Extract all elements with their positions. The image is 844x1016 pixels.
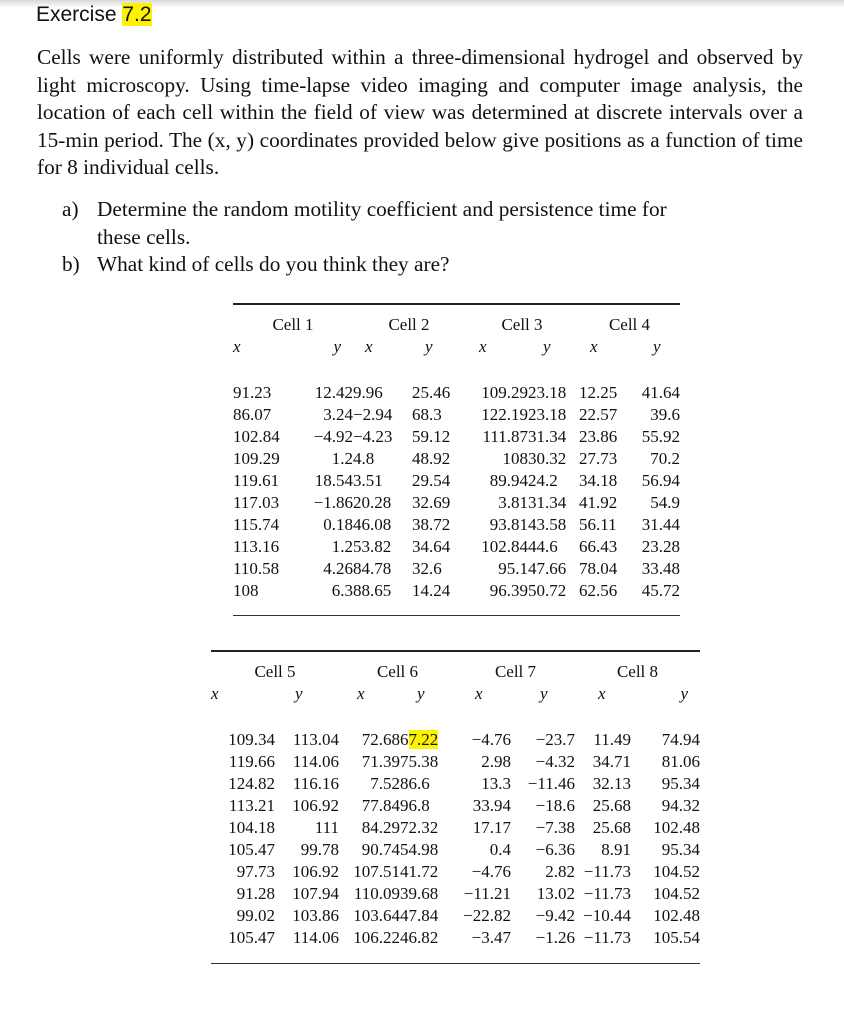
table1-group-header: Cell 3 <box>501 315 543 334</box>
table-cell: 47.66 <box>528 559 567 578</box>
table1-subheader-row <box>233 336 680 372</box>
table-cell: 105.54 <box>653 928 700 947</box>
table-cell: 107.51 <box>353 862 400 881</box>
table-cell: −4.76 <box>471 862 511 881</box>
table-cell: 46.08 <box>353 515 392 534</box>
table-cell: 111 <box>314 818 339 837</box>
table2-subheader-y: y <box>540 684 548 703</box>
table-cell: 50.72 <box>528 581 567 600</box>
table2-group-header: Cell 5 <box>254 662 296 681</box>
table-cell: 91.23 <box>233 383 272 402</box>
table-cell: 23.28 <box>641 537 680 556</box>
table-row <box>233 448 680 470</box>
highlighted-text[interactable]: 7.22 <box>408 730 439 749</box>
table-cell: 70.2 <box>650 449 680 468</box>
table1-subheader-x: x <box>365 337 373 356</box>
table-cell: −11.73 <box>583 928 631 947</box>
table-cell: 34.71 <box>592 752 631 771</box>
table-cell: 102.48 <box>653 818 700 837</box>
table-cell: 89.94 <box>489 471 528 490</box>
table-cell: 4.8 <box>353 449 375 468</box>
table-cell: 53.82 <box>353 537 392 556</box>
table-cell: −11.73 <box>583 884 631 903</box>
table1-subheader-x: x <box>590 337 598 356</box>
table-cell: 96.39 <box>489 581 528 600</box>
table-cell: −7.38 <box>535 818 575 837</box>
table-row <box>233 372 680 404</box>
table-cell: 91.28 <box>236 884 275 903</box>
table-cell: 68.3 <box>412 405 442 424</box>
table-cell: 2.82 <box>545 862 575 881</box>
table-row <box>233 404 680 426</box>
table-cell: 32.13 <box>592 774 631 793</box>
table-cell: 103.86 <box>292 906 339 925</box>
table1-subheader-y: y <box>653 337 661 356</box>
table-row <box>211 719 700 751</box>
table-cell: 95.34 <box>661 774 700 793</box>
table-cell: 97.73 <box>236 862 275 881</box>
table-cell: −2.94 <box>353 405 393 424</box>
table-cell: 31.44 <box>641 515 680 534</box>
table-cell: 22.57 <box>579 405 618 424</box>
table-cell: 114.06 <box>292 752 339 771</box>
table-cell: 75.38 <box>400 752 439 771</box>
table-cell: 104.52 <box>653 862 700 881</box>
table-cell: 56.94 <box>641 471 680 490</box>
table-cell: 81.06 <box>661 752 700 771</box>
table-cell: 1.2 <box>331 449 353 468</box>
table-cell: −1.26 <box>535 928 575 947</box>
table1-subheader-x: x <box>479 337 487 356</box>
table2-group-header-row <box>211 652 700 683</box>
table-cell: 27.73 <box>579 449 618 468</box>
table-cell: 114.06 <box>292 928 339 947</box>
question-b-label: b) <box>62 252 80 276</box>
table-cell: −6.36 <box>535 840 575 859</box>
intro-paragraph <box>37 44 803 182</box>
table-row <box>233 492 680 514</box>
table-cell: 48.92 <box>412 449 451 468</box>
table-cell: 45.72 <box>641 581 680 600</box>
table-cell: 47.84 <box>400 906 439 925</box>
exercise-title <box>36 3 152 27</box>
table-cell: −11.73 <box>583 862 631 881</box>
table-row <box>233 536 680 558</box>
table-cell: 94.32 <box>661 796 700 815</box>
table-cell: 113.21 <box>228 796 275 815</box>
table-cell: −4.92 <box>313 427 353 446</box>
table-cell: 111.87 <box>482 427 528 446</box>
table-cell: 25.46 <box>412 383 451 402</box>
question-a-text-line2: these cells. <box>97 224 191 249</box>
table-cell: 30.32 <box>528 449 567 468</box>
table-cell: 90.74 <box>361 840 400 859</box>
table-cell: 72.32 <box>400 818 439 837</box>
table-cell: 20.28 <box>353 493 392 512</box>
table1-subheader-x: x <box>233 337 241 356</box>
table-cell: 18.54 <box>314 471 353 490</box>
question-b-text: What kind of cells do you think they are? <box>97 252 450 276</box>
table-cell: 122.19 <box>481 405 528 424</box>
table-cell: 109.29 <box>481 383 528 402</box>
table-cell: −23.7 <box>535 730 575 749</box>
table-cell: 14.24 <box>412 581 451 600</box>
table-cell: −11.21 <box>463 884 511 903</box>
table-cell: 67.22 <box>400 730 439 749</box>
table-cell: −4.23 <box>353 427 393 446</box>
table-row <box>233 580 680 612</box>
table-cell: 13.02 <box>536 884 575 903</box>
table-cell: 124.82 <box>228 774 275 793</box>
table-cell: 66.43 <box>579 537 618 556</box>
table-cell: 38.72 <box>412 515 451 534</box>
exercise-number-highlight[interactable]: 7.2 <box>122 3 152 26</box>
table-cell: 24.2 <box>528 471 558 490</box>
table-cell: 117.03 <box>233 493 280 512</box>
question-a-label: a) <box>62 197 79 221</box>
table-cell: 54.98 <box>400 840 439 859</box>
table2-subheader-y: y <box>417 684 425 703</box>
table-cell: 29.54 <box>412 471 451 490</box>
table-cell: 23.18 <box>528 383 567 402</box>
table-cell: 3.81 <box>498 493 528 512</box>
table-cell: 102.48 <box>653 906 700 925</box>
table-cell: 41.92 <box>579 493 618 512</box>
table-cell: 9.96 <box>353 383 383 402</box>
table1-group-header: Cell 4 <box>608 315 651 334</box>
table-cell: 84.29 <box>361 818 400 837</box>
table-cell: 86.6 <box>400 774 430 793</box>
table-cell: 95.34 <box>661 840 700 859</box>
intro-body: Cells were uniformly distributed within a three-dimensional hydrogel and observed by light microscopy. Using time-lapse video imaging and computer image analysis, the location of each cell within the field of view was determined at discrete intervals over a 15-min period. The (x, y) coordinates provided <box>37 45 803 152</box>
table-cell: 6.3 <box>331 581 353 600</box>
table-cell: 54.9 <box>650 493 680 512</box>
table-cell: 108 <box>233 581 259 600</box>
table-cell: 56.11 <box>579 515 617 534</box>
table-cell: 32.69 <box>412 493 451 512</box>
table-cell: 39.68 <box>400 884 439 903</box>
table-cell: 110.09 <box>353 884 400 903</box>
table-cell: 105.47 <box>228 840 275 859</box>
table-cell: 95.1 <box>498 559 528 578</box>
table-cell: 4.26 <box>323 559 353 578</box>
table1-group-header: Cell 1 <box>272 315 314 334</box>
table-cell: 106.92 <box>292 862 339 881</box>
table-row <box>233 558 680 580</box>
table-cell: 55.92 <box>641 427 680 446</box>
table-cell: 106.92 <box>292 796 339 815</box>
table-cell: 109.29 <box>233 449 280 468</box>
table-cell: −11.46 <box>527 774 575 793</box>
table-cell: 33.94 <box>472 796 511 815</box>
table1 <box>233 305 680 612</box>
table-row <box>211 883 700 905</box>
table-cell: 88.65 <box>353 581 392 600</box>
table-cell: 34.64 <box>412 537 451 556</box>
table-cell: 99.02 <box>236 906 275 925</box>
table-cell: 25.68 <box>592 818 631 837</box>
table-cell: 77.84 <box>361 796 400 815</box>
table1-group-header-row <box>233 305 680 336</box>
table2-subheader-x: x <box>475 684 483 703</box>
table-cell: 31.34 <box>528 493 567 512</box>
table-cell: 1.2 <box>331 537 353 556</box>
table-cell: 2.98 <box>481 752 511 771</box>
table1-bottom-rule <box>233 615 680 616</box>
intro-last-line: below give positions as a function of time for 8 individual cells. <box>37 127 803 179</box>
table-cell: 104.18 <box>228 818 275 837</box>
table-cell: 96.8 <box>400 796 430 815</box>
table-cell: 12.42 <box>314 383 353 402</box>
table-cell: 13.3 <box>481 774 511 793</box>
table-cell: −3.47 <box>471 928 511 947</box>
table-cell: 31.34 <box>528 427 567 446</box>
table-cell: 62.56 <box>579 581 618 600</box>
table-cell: 93.81 <box>489 515 528 534</box>
table-cell: 106.22 <box>353 928 400 947</box>
table-cell: −4.32 <box>535 752 575 771</box>
table-cell: 86.07 <box>233 405 272 424</box>
table-cell: 115.74 <box>233 515 280 534</box>
table-cell: −1.86 <box>313 493 353 512</box>
table-row <box>211 927 700 959</box>
table-cell: 107.94 <box>292 884 339 903</box>
table-cell: 23.18 <box>528 405 567 424</box>
table-cell: 8.91 <box>601 840 631 859</box>
table-cell: 103.64 <box>353 906 400 925</box>
table-cell: 33.48 <box>641 559 680 578</box>
table-cell: 17.17 <box>472 818 511 837</box>
table-cell: 12.25 <box>579 383 618 402</box>
table-cell: 46.82 <box>400 928 439 947</box>
table-cell: 44.6 <box>528 537 558 556</box>
question-a-text-line1: Determine the random motility coefficient and persistence time for <box>97 197 667 221</box>
table2-subheader-row <box>211 683 700 719</box>
table-row <box>211 839 700 861</box>
table2-group-header: Cell 7 <box>494 662 537 681</box>
exercise-prefix: Exercise <box>36 3 123 26</box>
table2-subheader-y: y <box>680 684 688 703</box>
table-cell: 41.64 <box>641 383 680 402</box>
table-cell: 105.47 <box>228 928 275 947</box>
question-b <box>62 251 802 279</box>
table-cell: 11.49 <box>593 730 631 749</box>
table2-subheader-x: x <box>357 684 365 703</box>
table2-group-header: Cell 8 <box>616 662 659 681</box>
table-cell: 32.6 <box>412 559 442 578</box>
table-cell: −22.82 <box>463 906 511 925</box>
table-cell: −4.76 <box>471 730 511 749</box>
table-cell: 25.68 <box>592 796 631 815</box>
table-cell: −18.6 <box>535 796 575 815</box>
table1-group-header: Cell 2 <box>388 315 430 334</box>
table-row <box>211 861 700 883</box>
table-cell: 104.52 <box>653 884 700 903</box>
question-a <box>62 196 802 252</box>
table-cell: 0.18 <box>323 515 353 534</box>
table2-subheader-y: y <box>295 684 303 703</box>
table-cell: 113.04 <box>292 730 339 749</box>
table-row <box>233 470 680 492</box>
table-row <box>211 773 700 795</box>
table-cell: 102.84 <box>233 427 280 446</box>
table-cell: 43.58 <box>528 515 567 534</box>
table-cell: −10.44 <box>583 906 631 925</box>
table-cell: 108 <box>502 449 528 468</box>
table-cell: 23.86 <box>579 427 618 446</box>
table-cell: 109.34 <box>228 730 275 749</box>
table-cell: −9.42 <box>535 906 575 925</box>
table-cell: 84.78 <box>353 559 392 578</box>
table-cell: 116.16 <box>292 774 339 793</box>
table2 <box>211 652 700 959</box>
table1-subheader-y: y <box>333 337 341 356</box>
table-cell: 3.24 <box>323 405 353 424</box>
table-cell: 41.72 <box>400 862 439 881</box>
table-row <box>233 514 680 536</box>
table2-group-header: Cell 6 <box>376 662 419 681</box>
table-row <box>211 795 700 817</box>
table1-subheader-y: y <box>543 337 551 356</box>
table-cell: 0.4 <box>489 840 511 859</box>
table-row <box>211 905 700 927</box>
table-cell: 110.58 <box>233 559 280 578</box>
table-cell: 102.84 <box>481 537 528 556</box>
table-cell: 74.94 <box>661 730 700 749</box>
table-cell: 119.66 <box>228 752 275 771</box>
table-cell: 34.18 <box>579 471 618 490</box>
table-row <box>233 426 680 448</box>
table-cell: 59.12 <box>412 427 451 446</box>
table2-bottom-rule <box>211 963 700 964</box>
table-cell: 72.68 <box>361 730 400 749</box>
table2-subheader-x: x <box>211 684 219 703</box>
table-cell: 78.04 <box>579 559 618 578</box>
table-cell: 7.52 <box>370 774 400 793</box>
table-cell: 71.39 <box>361 752 400 771</box>
table-cell: 119.61 <box>233 471 280 490</box>
table-cell: 3.51 <box>353 471 383 490</box>
table-cell: 99.78 <box>300 840 339 859</box>
table-cell: 113.16 <box>233 537 280 556</box>
table2-subheader-x: x <box>598 684 606 703</box>
table-row <box>211 751 700 773</box>
table-row <box>211 817 700 839</box>
table1-subheader-y: y <box>425 337 433 356</box>
table-cell: 39.6 <box>650 405 680 424</box>
